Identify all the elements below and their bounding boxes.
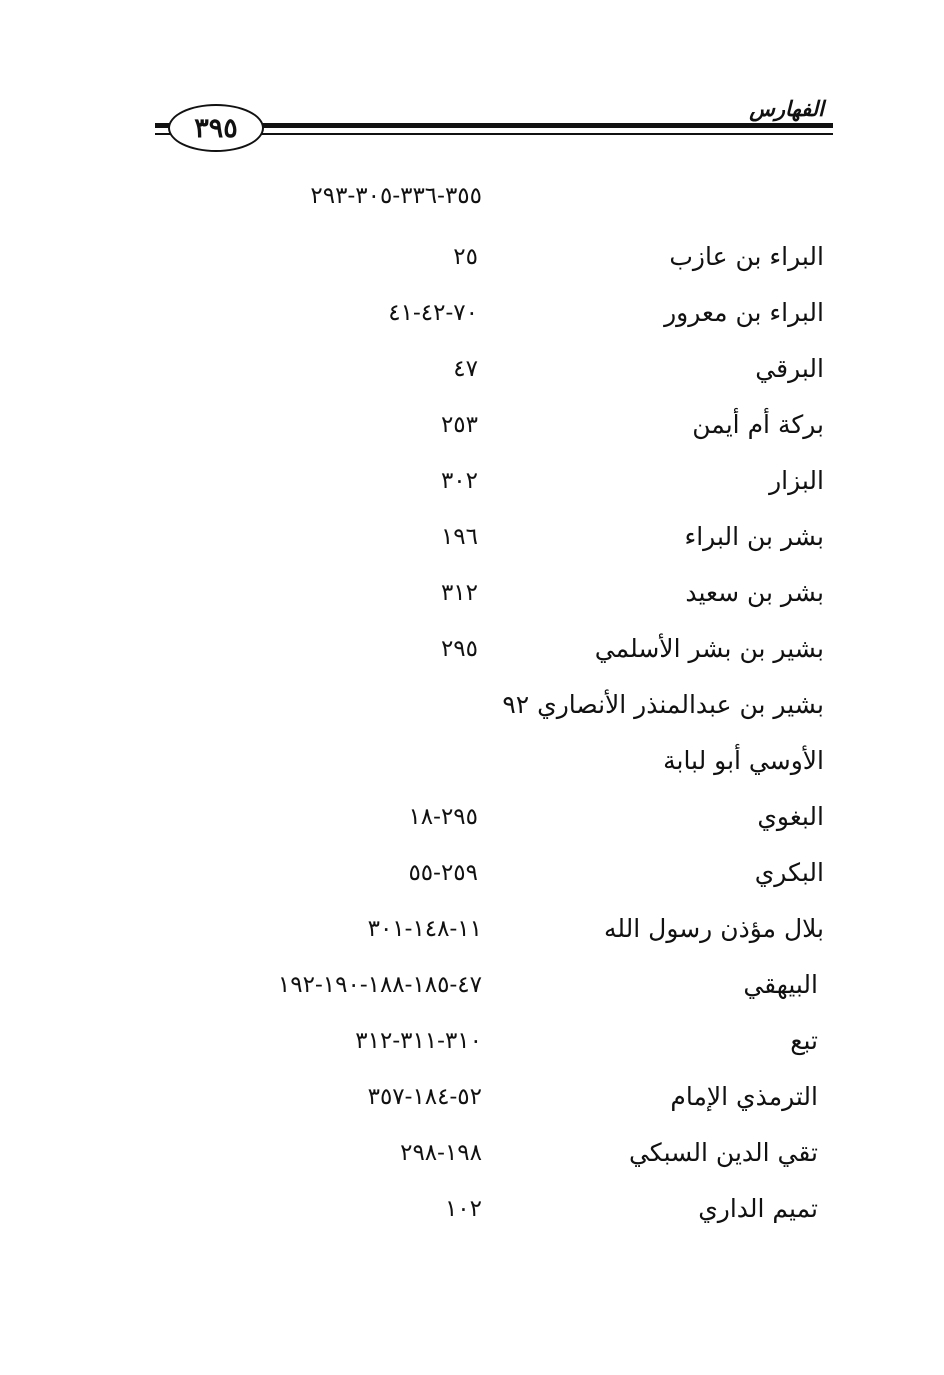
entry-pages: ١٠٢: [444, 1196, 482, 1222]
index-entry: [0, 573, 944, 613]
entry-name: الأوسي أبو لبابة: [663, 746, 824, 775]
index-entry: [0, 685, 944, 725]
entry-name: البرقي: [755, 354, 824, 383]
entry-pages: ٢٩٥-١٨: [408, 804, 478, 830]
entry-pages: ٣١٠-٣١١-٣١٢: [355, 1028, 482, 1054]
index-entry: [0, 517, 944, 557]
entry-pages: ١٩٨-٢٩٨: [400, 1140, 482, 1166]
index-entry: [0, 1189, 944, 1229]
entry-pages: ٢٥٩-٥٥: [408, 860, 478, 886]
entry-name: تبع: [790, 1026, 818, 1055]
index-entry: [0, 965, 944, 1005]
index-entry: [0, 293, 944, 333]
entry-name: البكري: [754, 858, 824, 887]
index-entry: [0, 1133, 944, 1173]
entry-name: بركة أم أيمن: [692, 410, 824, 439]
entry-pages: ٣١٢: [440, 580, 478, 606]
continuation-line: [0, 176, 944, 216]
entry-pages: ٢٥: [453, 244, 478, 270]
entry-pages: ٤٧: [453, 356, 478, 382]
continuation-pages: ٣٥٥-٣٣٦-٣٠٥-٢٩٣: [310, 183, 482, 209]
section-title: الفهارس: [749, 96, 824, 121]
entry-name: تقي الدين السبكي: [628, 1138, 818, 1167]
index-entry: [0, 349, 944, 389]
page-number: ٣٩٥: [168, 104, 264, 152]
entry-pages: ١١-١٤٨-٣٠١: [367, 916, 482, 942]
entry-name: البراء بن معرور: [664, 298, 824, 327]
entry-name: البيهقي: [743, 970, 818, 999]
entry-name: بشير بن عبدالمنذر الأنصاري ٩٢: [502, 690, 824, 719]
index-entry: [0, 461, 944, 501]
entry-name: البزار: [769, 466, 824, 495]
entry-name: بشر بن البراء: [684, 522, 824, 551]
entry-pages: ٢٥٣: [440, 412, 478, 438]
index-entry: [0, 909, 944, 949]
index-entry: [0, 237, 944, 277]
entry-pages: ١٩٦: [440, 524, 478, 550]
entry-name: الترمذي الإمام: [670, 1082, 818, 1111]
index-entry: [0, 741, 944, 781]
index-entry: [0, 1077, 944, 1117]
entry-pages: ٣٠٢: [440, 468, 478, 494]
page-header: [0, 0, 944, 160]
entry-pages: ٥٢-١٨٤-٣٥٧: [367, 1084, 482, 1110]
index-entry: [0, 853, 944, 893]
index-entry: [0, 629, 944, 669]
entry-name: بلال مؤذن رسول الله: [603, 914, 824, 943]
index-entry: [0, 797, 944, 837]
index-entry: [0, 405, 944, 445]
entry-pages: ٤٧-١٨٥-١٨٨-١٩٠-١٩٢: [277, 972, 482, 998]
entry-name: البغوي: [757, 802, 824, 831]
index-entry: [0, 1021, 944, 1061]
entry-name: بشر بن سعيد: [685, 578, 824, 607]
entry-name: البراء بن عازب: [669, 242, 824, 271]
entry-name: تميم الداري: [698, 1194, 818, 1223]
entry-name: بشير بن بشر الأسلمي: [594, 634, 824, 663]
entry-pages: ٧٠-٤٢-٤١: [388, 300, 478, 326]
entry-pages: ٢٩٥: [440, 636, 478, 662]
